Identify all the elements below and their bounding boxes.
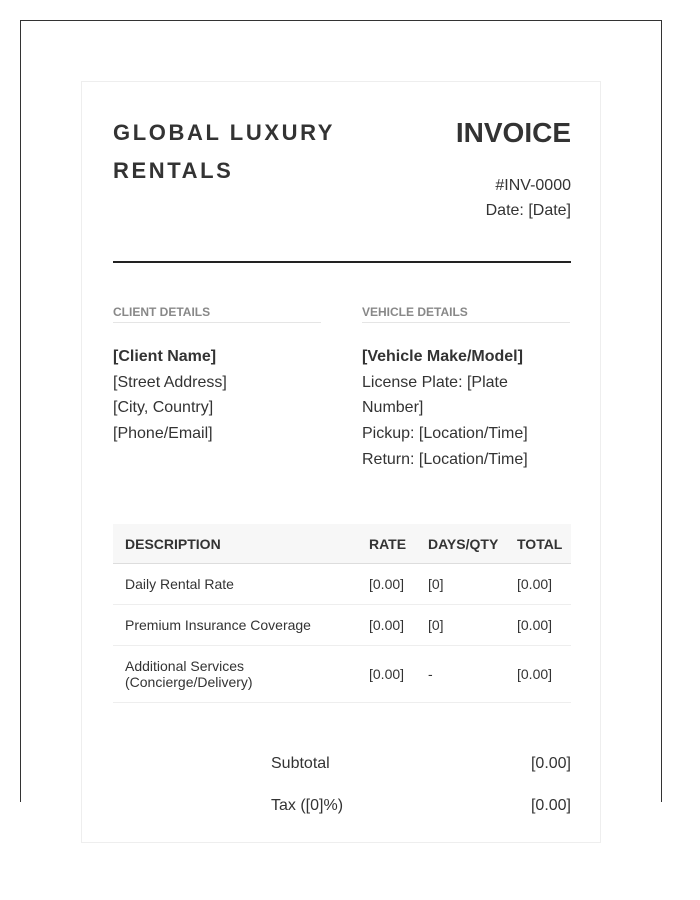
table-header-row — [113, 524, 571, 564]
subtotal-value: [0.00] — [530, 755, 571, 772]
header-description: DESCRIPTION — [113, 524, 369, 564]
row-description: Additional Services (Concierge/Delivery) — [113, 646, 369, 703]
client-details-heading: CLIENT DETAILS — [113, 305, 321, 323]
client-street: [Street Address] — [113, 373, 227, 391]
vehicle-details-lines — [362, 344, 570, 473]
line-items-table — [113, 524, 571, 703]
row-description: Daily Rental Rate — [113, 564, 369, 605]
table-row — [113, 646, 571, 703]
header-divider — [113, 261, 571, 263]
invoice-paper — [81, 81, 601, 843]
header-days-qty: DAYS/QTY — [428, 524, 517, 564]
document-frame — [20, 20, 662, 814]
header-rate: RATE — [369, 524, 428, 564]
row-rate: [0.00] — [369, 564, 428, 605]
tax-label: Tax ([0]%) — [271, 797, 344, 814]
row-days-qty: [0] — [428, 605, 517, 646]
tax-value: [0.00] — [530, 797, 571, 814]
invoice-title: INVOICE — [455, 117, 571, 148]
client-contact: [Phone/Email] — [113, 425, 213, 443]
vehicle-model: [Vehicle Make/Model] — [362, 348, 523, 365]
table-row — [113, 605, 571, 646]
vehicle-pickup: Pickup: [Location/Time] — [362, 425, 528, 443]
vehicle-return: Return: [Location/Time] — [362, 450, 528, 468]
invoice-date: Date: [Date] — [485, 202, 571, 219]
subtotal-label: Subtotal — [271, 755, 330, 772]
client-details-section — [113, 305, 321, 447]
row-rate: [0.00] — [369, 605, 428, 646]
row-total: [0.00] — [517, 564, 571, 605]
vehicle-plate: License Plate: [Plate Number] — [362, 373, 508, 417]
row-total: [0.00] — [517, 605, 571, 646]
client-city: [City, Country] — [113, 399, 214, 417]
client-details-lines — [113, 344, 321, 447]
row-rate: [0.00] — [369, 646, 428, 703]
invoice-number: #INV-0000 — [495, 177, 571, 194]
row-description: Premium Insurance Coverage — [113, 605, 369, 646]
row-total: [0.00] — [517, 646, 571, 703]
company-name: GLOBAL LUXURY RENTALS — [113, 120, 335, 183]
vehicle-details-heading: VEHICLE DETAILS — [362, 305, 570, 323]
header-total: TOTAL — [517, 524, 571, 564]
row-days-qty: [0] — [428, 564, 517, 605]
client-name: [Client Name] — [113, 348, 217, 365]
row-days-qty: - — [428, 646, 517, 703]
table-row — [113, 564, 571, 605]
vehicle-details-section — [362, 305, 570, 473]
